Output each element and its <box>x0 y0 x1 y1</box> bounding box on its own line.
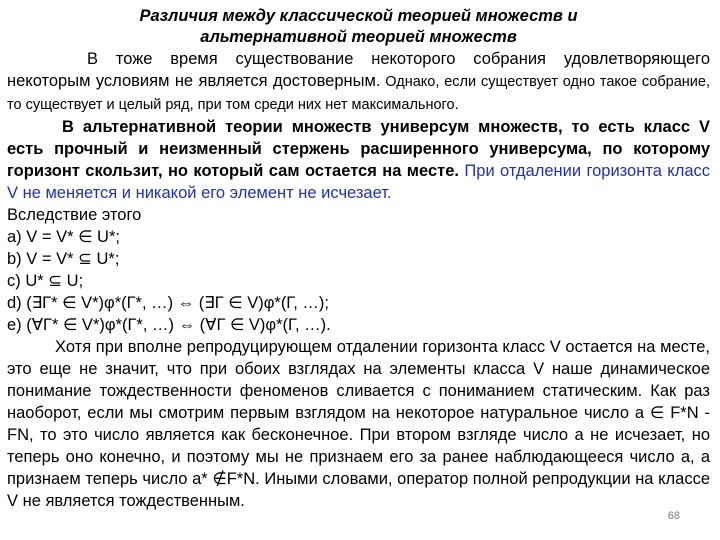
paragraph-1-main: В тоже время существование некоторого собрания удовлетворяющего некоторым условиям не является достоверным. <box>7 50 710 90</box>
page-number: 68 <box>667 510 680 522</box>
paragraph-3: Хотя при вполне репродуцирующем отдалении горизонта класс V остается на месте, это еще не значит, что при обоих взглядах на элементы класса V наше динамическое понимание тождественности феноменов сливается с пониманием статическим. Как раз наоборот, если мы смотрим первым взглядом на некоторое натуральное число a ∈ F*N - FN, то это число является как бесконечное. При втором взгляде число a не исчезает, но теперь оно конечно, и поэтому мы не признаем его за ранее наблюдающееся число a, а признаем теперь число a* ∉F*N. Иными словами, оператор полной репродукции на классе V не является тождественным. <box>7 338 710 510</box>
paragraph-2-tail: Вследствие этого <box>7 206 142 224</box>
paragraph-2-blue: При отдалении горизонта класс V не меняется и никакой его элемент не исчезает. <box>7 162 710 202</box>
title-line-2: альтернативной теорией множеств <box>200 28 517 46</box>
formula-item-b: b) V = V* ⊆ U*; <box>7 250 120 268</box>
formula-item-e: e) (∀Г* ∈ V*)φ*(Г*, …) ⇔ (∀Г ∈ V)φ*(Г, …). <box>7 316 331 334</box>
paragraph-1-small: Однако, если существует одно такое собрание, то существует и целый ряд, при том среди них нет максимального. <box>7 74 710 113</box>
paragraph-2 <box>7 116 710 204</box>
slide-title <box>7 6 710 48</box>
paragraph-2-bold: В альтернативной теории множеств универсум множеств, то есть класс V есть прочный и неизменный стержень расширенного универсума, по которому горизонт скользит, но который сам остается на месте. <box>7 118 710 180</box>
formula-item-a: a) V = V* ∈ U*; <box>7 228 120 246</box>
formula-item-d: d) (∃Г* ∈ V*)φ*(Г*, …) ⇔ (∃Г ∈ V)φ*(Г, …); <box>7 294 329 312</box>
formula-list <box>7 226 710 336</box>
title-line-1: Различия между классической теорией множеств и <box>139 7 578 25</box>
paragraph-1 <box>7 48 710 116</box>
formula-item-c: c) U* ⊆ U; <box>7 272 84 290</box>
